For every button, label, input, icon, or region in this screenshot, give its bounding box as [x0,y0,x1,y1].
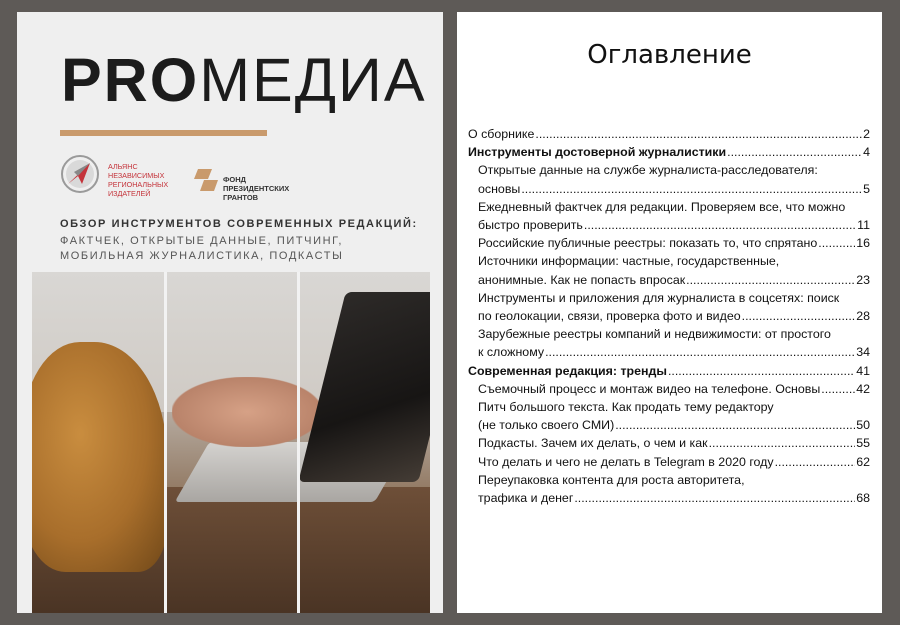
dot-leader [574,489,855,507]
toc-section[interactable] [468,143,870,161]
toc-entry-line [478,489,870,507]
toc-entry-title-line: Открытые данные на службе журналиста-расследователя: [478,163,818,178]
toc-entry[interactable] [468,289,870,325]
toc-entry[interactable] [468,234,870,252]
toc-entry[interactable] [468,380,870,398]
toc-entry[interactable] [468,198,870,234]
overview-heading: ОБЗОР ИНСТРУМЕНТОВ СОВРЕМЕННЫХ РЕДАКЦИЙ: [60,218,418,230]
toc-page-number: 4 [863,145,870,160]
alliance-logo-text: АЛЬЯНС НЕЗАВИСИМЫХ РЕГИОНАЛЬНЫХ ИЗДАТЕЛЕЙ [108,162,169,198]
toc-title: Оглавление [587,40,752,70]
alliance-logo-icon [60,154,100,194]
fund-logo-icon [192,167,220,193]
cover-title-bold: PRO [61,46,200,114]
toc-entry-title: Современная редакция: тренды [468,363,667,378]
toc-entry[interactable] [468,325,870,361]
toc-page-number: 16 [856,236,870,251]
toc-page-number: 41 [856,363,870,378]
toc-entry-line [478,271,870,289]
toc-page-number: 62 [856,454,870,469]
toc-entry-title: трафика и денег [478,491,574,506]
dot-leader [686,271,855,289]
dot-leader [818,234,855,252]
toc-page-number: 28 [856,309,870,324]
toc-entry-title-line: Источники информации: частные, государственные, [478,254,780,269]
toc-entry-title: Съемочный процесс и монтаж видео на телефоне. Основы [478,381,821,396]
toc-entry-title-line: Инструменты и приложения для журналиста в соцсетях: поиск [478,290,840,305]
dot-leader [535,125,862,143]
toc-entry-title: (не только своего СМИ) [478,418,615,433]
toc-entry-title-line: Питч большого текста. Как продать тему редактору [478,400,774,415]
toc-entry-title: Российские публичные реестры: показать то, что спрятано [478,236,818,251]
toc-section[interactable] [468,125,870,143]
cover-title-regular: МЕДИА [199,46,427,114]
photo-divider [164,272,167,613]
cover-page [17,12,443,613]
toc-page-number: 34 [856,345,870,360]
toc-page-number: 55 [856,436,870,451]
fund-logo-text: ФОНД ПРЕЗИДЕНТСКИХ ГРАНТОВ [223,175,290,202]
cover-title [61,46,427,114]
toc-entry-line [478,380,870,398]
toc-page-number: 23 [856,272,870,287]
toc-entry-title: по геолокации, связи, проверка фото и видео [478,309,741,324]
overview-topics-line-1: ФАКТЧЕК, ОТКРЫТЫЕ ДАННЫЕ, ПИТЧИНГ, [60,235,344,247]
dot-leader [615,416,855,434]
toc-entry-line [478,307,870,325]
dot-leader [742,307,856,325]
toc-entry-title: Инструменты достоверной журналистики [468,145,727,160]
toc-entry-line [478,216,870,234]
toc-list [468,125,870,507]
toc-entry-title: к сложному [478,345,545,360]
toc-entry-title-line: Переупаковка контента для роста авторитета, [478,472,745,487]
dot-leader [821,380,855,398]
toc-entry-line [478,434,870,452]
toc-entry-line [478,343,870,361]
toc-page-number: 2 [863,127,870,141]
toc-entry-title: анонимные. Как не попасть впросак [478,272,686,287]
toc-entry[interactable] [468,161,870,197]
toc-entry-line [478,234,870,252]
dot-leader [584,216,856,234]
toc-entry-line [468,362,870,380]
toc-entry-title: основы [478,181,521,196]
overview-topics-line-2: МОБИЛЬНАЯ ЖУРНАЛИСТИКА, ПОДКАСТЫ [60,250,344,262]
accent-bar [60,130,267,136]
toc-section[interactable] [468,362,870,380]
toc-page-number: 42 [856,381,870,396]
toc-entry-title: Подкасты. Зачем их делать, о чем и как [478,436,708,451]
toc-entry[interactable] [468,453,870,471]
toc-entry[interactable] [468,398,870,434]
dot-leader [521,180,862,198]
toc-page-number: 68 [856,491,870,506]
toc-entry[interactable] [468,471,870,507]
toc-entry-title: О сборнике [468,127,535,141]
toc-entry-line [478,180,870,198]
photo-person [32,342,167,572]
dot-leader [668,362,855,380]
cover-photo [32,272,430,613]
toc-entry-title-line: Зарубежные реестры компаний и недвижимости: от простого [478,327,831,342]
dot-leader [727,143,862,161]
toc-entry-line [468,143,870,161]
toc-entry-title: быстро проверить [478,218,583,233]
dot-leader [545,343,855,361]
toc-page [457,12,882,613]
toc-entry-line [468,125,870,143]
toc-entry[interactable] [468,252,870,288]
toc-page-number: 5 [863,181,870,196]
toc-page-number: 11 [857,218,870,233]
toc-entry-line [478,453,870,471]
dot-leader [775,453,856,471]
dot-leader [709,434,856,452]
toc-entry-line [478,416,870,434]
toc-entry[interactable] [468,434,870,452]
toc-page-number: 50 [856,418,870,433]
photo-divider [297,272,300,613]
toc-entry-title-line: Ежедневный фактчек для редакции. Проверяем все, что можно [478,199,846,214]
toc-entry-title: Что делать и чего не делать в Telegram в 2020 году [478,454,774,469]
